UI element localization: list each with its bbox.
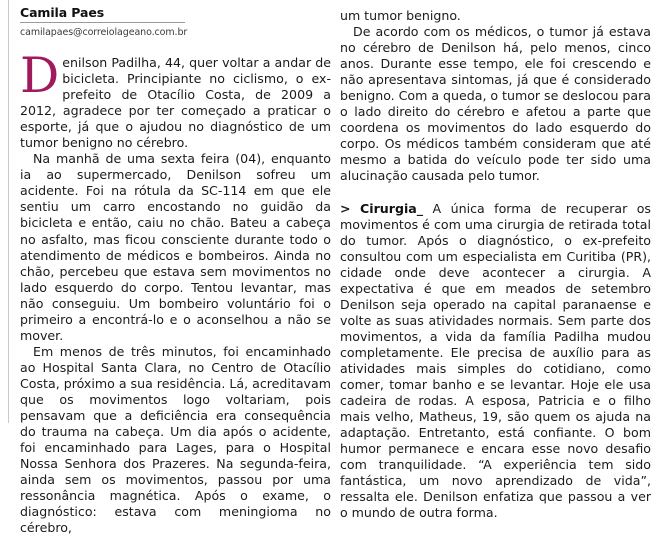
paragraph-lead-text: enilson Padilha, 44, quer voltar a andar de bicicleta. Principiante no ciclismo, o ex-prefeito de Otacílio Costa, de 2009 a 2012, agradece por ter começado a praticar o esporte, já que o ajudou no diagnóstico de um tumor benigno no cérebro. <box>20 55 331 151</box>
paragraph-section-cirurgia <box>340 201 651 522</box>
paragraph: Em menos de três minutos, foi encaminhado ao Hospital Santa Clara, no Centro de Otacílio Costa, próximo a sua residência. Lá, acreditavam que os movimentos logo voltariam, pois pensavam que a deficiência era consequência do trauma na cabeça. Um dia após o acidente, foi encaminhado para Lages, para o Hospital Nossa Senhora dos Prazeres. Na segunda-feira, ainda sem os movimentos, passou por uma ressonância magnética. Após o exame, o diagnóstico: estava com meningioma no cérebro, <box>20 343 331 536</box>
author-email: camilapaes@correiolageano.com.br <box>20 27 188 38</box>
subhead-separator: _ <box>416 200 424 216</box>
author-name: Camila Paes <box>20 6 185 23</box>
page-left-vertical-rule <box>8 0 9 423</box>
subhead-arrow-marker: > <box>340 200 351 216</box>
article-column-1 <box>20 47 331 536</box>
paragraph-lead <box>20 47 331 151</box>
paragraph-continuation: um tumor benigno. <box>340 8 461 23</box>
byline <box>20 6 220 39</box>
paragraph: Na manhã de uma sexta feira (04), enquanto ia ao supermercado, Denilson sofreu um acidente. Foi na rótula da SC-114 em que ele sentiu um carro encostando no guidão da bicicleta e então, caiu no chão. Bateu a cabeça no asfalto, mas ficou consciente durante todo o atendimento de médicos e bombeiros. Ainda no chão, percebeu que estava sem movimentos no lado esquerdo do corpo. Tentou levantar, mas não conseguiu. Um bombeiro voluntário foi o primeiro a encontrá-lo e o aconselhou a não se mover. <box>20 151 331 343</box>
paragraph: De acordo com os médicos, o tumor já estava no cérebro de Denilson há, pelo menos, cinco anos. Durante esse tempo, ele foi crescendo e não apresentava sintomas, já que é considerado benigno. Com a queda, o tumor se deslocou para o lado direito do cérebro e afetou a parte que coordena os movimentos do lado esquerdo do corpo. Os médicos também consideram que até mesmo a batida do veículo pode ter sido uma alucinação causada pelo tumor. <box>340 24 651 184</box>
article-column-2 <box>340 8 651 521</box>
paragraph-section-text: A única forma de recuperar os movimentos é com uma cirurgia de retirada total do tumor. Após o diagnóstico, o ex-prefeito consultou com um especialista em Curitiba (PR), cidade onde deve acontecer a cirurgia. A expectativa é que em meados de setembro Denilson seja operado na capital paranaense e volte as suas atividades normais. Sem parte dos movimentos, a vida da família Padilha mudou completamente. Ele precisa de auxílio para as atividades mais simples do cotidiano, como comer, tomar banho e se levantar. Hoje ele usa cadeira de rodas. A esposa, Patricia e o filho mais velho, Matheus, 19, são quem os ajuda na adaptação. Entretanto, está confiante. O bom humor permanece e encara esse novo desafio com tranquilidade. “A experiência tem sido fantástica, um novo aprendizado de vida”, ressalta ele. Denilson enfatiza que passou a ver o mundo de outra forma. <box>340 200 651 521</box>
drop-cap-letter: D <box>20 47 60 104</box>
subhead-label-cirurgia: Cirurgia <box>360 200 417 216</box>
